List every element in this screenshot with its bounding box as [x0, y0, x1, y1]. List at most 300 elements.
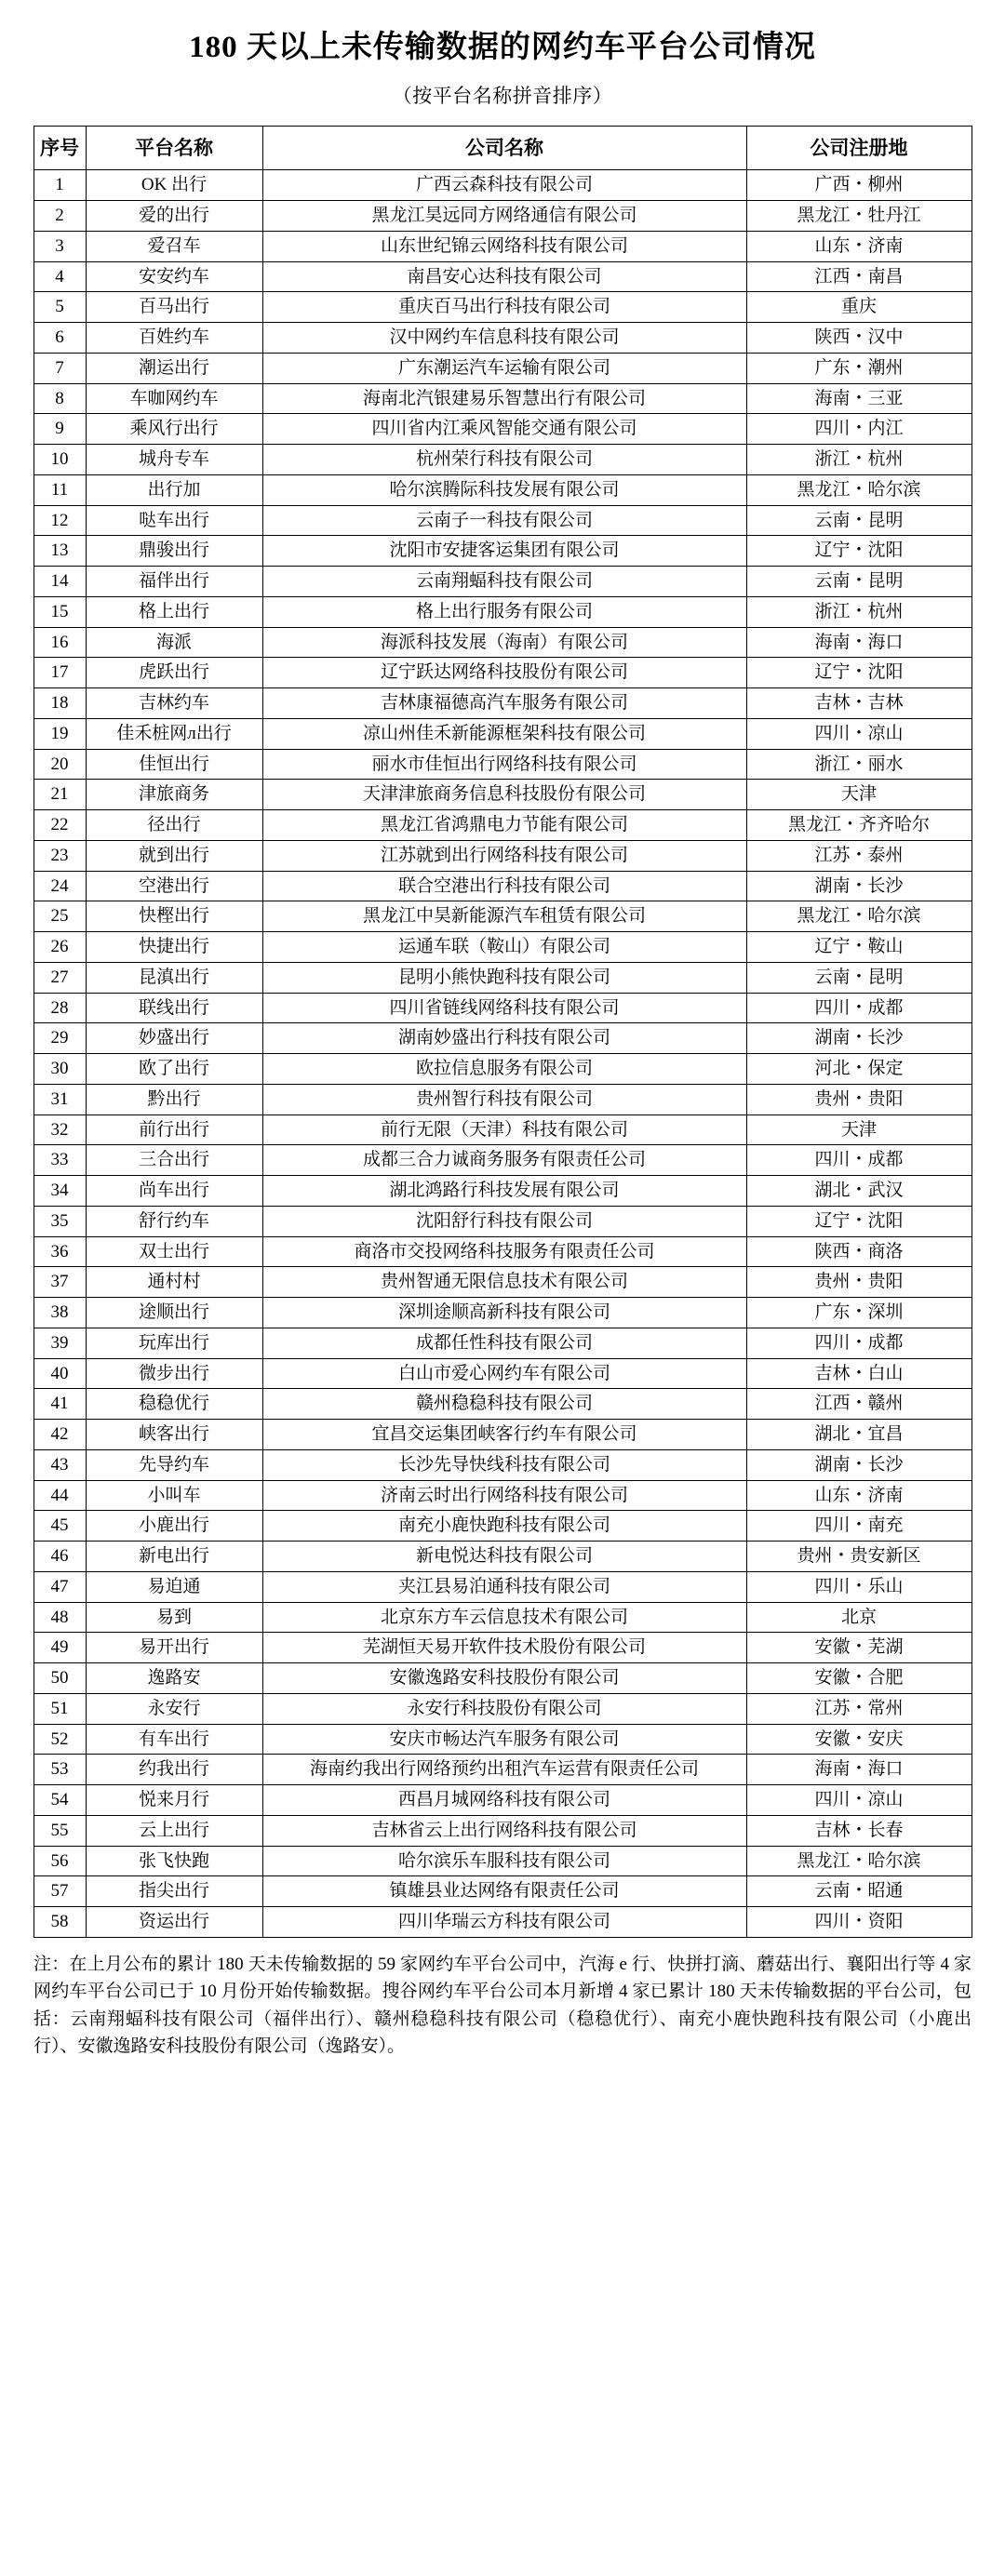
row-index: 24 — [34, 871, 86, 901]
row-registration-place: 海南・海口 — [746, 1755, 972, 1785]
row-platform-name: 妙盛出行 — [86, 1023, 262, 1054]
row-company-name: 联合空港出行科技有限公司 — [262, 871, 746, 901]
row-registration-place: 浙江・杭州 — [746, 445, 972, 475]
row-platform-name: 百姓约车 — [86, 323, 262, 354]
row-registration-place: 海南・三亚 — [746, 383, 972, 414]
row-platform-name: 约我出行 — [86, 1755, 262, 1785]
row-company-name: 沈阳舒行科技有限公司 — [262, 1206, 746, 1236]
row-registration-place: 黑龙江・牡丹江 — [746, 201, 972, 232]
table-row — [34, 414, 972, 445]
row-index: 1 — [34, 170, 86, 201]
table-row — [34, 1511, 972, 1542]
row-company-name: 赣州稳稳科技有限公司 — [262, 1389, 746, 1420]
row-index: 11 — [34, 474, 86, 505]
row-platform-name: 逸路安 — [86, 1663, 262, 1694]
table-row — [34, 1023, 972, 1054]
row-company-name: 海南北汽银建易乐智慧出行有限公司 — [262, 383, 746, 414]
row-registration-place: 四川・内江 — [746, 414, 972, 445]
row-platform-name: 潮运出行 — [86, 353, 262, 383]
row-company-name: 安徽逸路安科技股份有限公司 — [262, 1663, 746, 1694]
row-registration-place: 广东・深圳 — [746, 1298, 972, 1328]
row-platform-name: 安安约车 — [86, 261, 262, 292]
table-row — [34, 688, 972, 719]
table-row — [34, 261, 972, 292]
row-index: 29 — [34, 1023, 86, 1054]
row-company-name: 吉林省云上出行网络科技有限公司 — [262, 1815, 746, 1846]
row-registration-place: 黑龙江・哈尔滨 — [746, 1846, 972, 1876]
row-platform-name: 张飞快跑 — [86, 1846, 262, 1876]
row-platform-name: 车咖网约车 — [86, 383, 262, 414]
table-row — [34, 1907, 972, 1938]
row-platform-name: 稳稳优行 — [86, 1389, 262, 1420]
page-subtitle: （按平台名称拼音排序） — [392, 85, 613, 107]
row-index: 25 — [34, 901, 86, 932]
table-row — [34, 1328, 972, 1358]
row-index: 7 — [34, 353, 86, 383]
column-header-index: 序号 — [34, 127, 86, 170]
row-platform-name: 小叫车 — [86, 1480, 262, 1511]
row-registration-place: 云南・昆明 — [746, 962, 972, 993]
table-row — [34, 323, 972, 354]
column-header-company-name: 公司名称 — [262, 127, 746, 170]
row-registration-place: 湖北・宜昌 — [746, 1420, 972, 1450]
table-row — [34, 962, 972, 993]
row-registration-place: 河北・保定 — [746, 1054, 972, 1085]
row-platform-name: 快樫出行 — [86, 901, 262, 932]
row-registration-place: 安徽・芜湖 — [746, 1633, 972, 1663]
row-index: 6 — [34, 323, 86, 354]
row-company-name: 江苏就到出行网络科技有限公司 — [262, 840, 746, 871]
row-registration-place: 江西・赣州 — [746, 1389, 972, 1420]
row-index: 39 — [34, 1328, 86, 1358]
table-row — [34, 780, 972, 810]
table-row — [34, 901, 972, 932]
row-index: 2 — [34, 201, 86, 232]
row-company-name: 贵州智通无限信息技术有限公司 — [262, 1267, 746, 1298]
row-company-name: 欧拉信息服务有限公司 — [262, 1054, 746, 1085]
row-registration-place: 浙江・丽水 — [746, 749, 972, 780]
row-company-name: 西昌月城网络科技有限公司 — [262, 1785, 746, 1816]
row-index: 51 — [34, 1693, 86, 1724]
row-platform-name: 舒行约车 — [86, 1206, 262, 1236]
row-registration-place: 山东・济南 — [746, 231, 972, 261]
row-registration-place: 江苏・泰州 — [746, 840, 972, 871]
row-platform-name: 尚车出行 — [86, 1176, 262, 1207]
platform-table — [34, 126, 972, 1938]
row-company-name: 济南云时出行网络科技有限公司 — [262, 1480, 746, 1511]
row-platform-name: 海派 — [86, 627, 262, 658]
row-company-name: 汉中网约车信息科技有限公司 — [262, 323, 746, 354]
row-registration-place: 江苏・常州 — [746, 1693, 972, 1724]
table-row — [34, 1785, 972, 1816]
table-row — [34, 1876, 972, 1907]
row-registration-place: 贵州・贵阳 — [746, 1267, 972, 1298]
row-platform-name: 联线出行 — [86, 993, 262, 1023]
row-index: 55 — [34, 1815, 86, 1846]
row-platform-name: 易开出行 — [86, 1633, 262, 1663]
row-platform-name: 微步出行 — [86, 1358, 262, 1389]
row-registration-place: 浙江・杭州 — [746, 596, 972, 627]
row-company-name: 格上出行服务有限公司 — [262, 596, 746, 627]
row-company-name: 商洛市交投网络科技服务有限责任公司 — [262, 1236, 746, 1267]
row-company-name: 沈阳市安捷客运集团有限公司 — [262, 536, 746, 567]
row-registration-place: 四川・南充 — [746, 1511, 972, 1542]
row-company-name: 成都任性科技有限公司 — [262, 1328, 746, 1358]
row-index: 9 — [34, 414, 86, 445]
row-company-name: 黑龙江省鸿鼎电力节能有限公司 — [262, 810, 746, 841]
table-row — [34, 1602, 972, 1633]
row-registration-place: 湖南・长沙 — [746, 1449, 972, 1480]
row-company-name: 长沙先导快线科技有限公司 — [262, 1449, 746, 1480]
row-index: 43 — [34, 1449, 86, 1480]
row-company-name: 黑龙江中昊新能源汽车租赁有限公司 — [262, 901, 746, 932]
row-platform-name: 鼎骏出行 — [86, 536, 262, 567]
row-platform-name: 前行出行 — [86, 1114, 262, 1145]
row-registration-place: 广西・柳州 — [746, 170, 972, 201]
row-registration-place: 陕西・汉中 — [746, 323, 972, 354]
table-row — [34, 536, 972, 567]
row-platform-name: 佳恒出行 — [86, 749, 262, 780]
row-index: 22 — [34, 810, 86, 841]
row-registration-place: 山东・济南 — [746, 1480, 972, 1511]
page-title: 180 天以上未传输数据的网约车平台公司情况 — [189, 31, 816, 64]
row-company-name: 四川华瑞云方科技有限公司 — [262, 1907, 746, 1938]
row-registration-place: 天津 — [746, 780, 972, 810]
row-registration-place: 吉林・吉林 — [746, 688, 972, 719]
row-company-name: 深圳途顺高新科技有限公司 — [262, 1298, 746, 1328]
row-platform-name: 乘风行出行 — [86, 414, 262, 445]
row-company-name: 永安行科技股份有限公司 — [262, 1693, 746, 1724]
row-platform-name: 吉林约车 — [86, 688, 262, 719]
row-platform-name: 易到 — [86, 1602, 262, 1633]
row-index: 36 — [34, 1236, 86, 1267]
row-index: 47 — [34, 1571, 86, 1602]
row-company-name: 辽宁跃达网络科技股份有限公司 — [262, 658, 746, 688]
row-platform-name: 玩库出行 — [86, 1328, 262, 1358]
row-index: 48 — [34, 1602, 86, 1633]
row-platform-name: 易迫通 — [86, 1571, 262, 1602]
row-index: 14 — [34, 567, 86, 597]
row-registration-place: 四川・资阳 — [746, 1907, 972, 1938]
table-row — [34, 170, 972, 201]
table-row — [34, 658, 972, 688]
table-row — [34, 1542, 972, 1572]
table-row — [34, 1480, 972, 1511]
row-company-name: 前行无限（天津）科技有限公司 — [262, 1114, 746, 1145]
row-platform-name: 格上出行 — [86, 596, 262, 627]
row-registration-place: 云南・昆明 — [746, 567, 972, 597]
table-row — [34, 1358, 972, 1389]
row-index: 15 — [34, 596, 86, 627]
row-company-name: 云南翔蝠科技有限公司 — [262, 567, 746, 597]
row-company-name: 广西云森科技有限公司 — [262, 170, 746, 201]
table-row — [34, 1298, 972, 1328]
row-platform-name: 通村村 — [86, 1267, 262, 1298]
table-row — [34, 1236, 972, 1267]
table-row — [34, 1389, 972, 1420]
row-registration-place: 贵州・贵安新区 — [746, 1542, 972, 1572]
row-index: 8 — [34, 383, 86, 414]
row-index: 3 — [34, 231, 86, 261]
row-company-name: 贵州智行科技有限公司 — [262, 1084, 746, 1114]
table-header-row — [34, 127, 972, 170]
row-platform-name: 欧了出行 — [86, 1054, 262, 1085]
row-platform-name: 城舟专车 — [86, 445, 262, 475]
row-company-name: 凉山州佳禾新能源框架科技有限公司 — [262, 718, 746, 749]
row-index: 42 — [34, 1420, 86, 1450]
row-platform-name: 三合出行 — [86, 1145, 262, 1176]
row-company-name: 镇雄县业达网络有限责任公司 — [262, 1876, 746, 1907]
table-row — [34, 1054, 972, 1085]
row-company-name: 湖南妙盛出行科技有限公司 — [262, 1023, 746, 1054]
row-company-name: 海南约我出行网络预约出租汽车运营有限责任公司 — [262, 1755, 746, 1785]
table-row — [34, 871, 972, 901]
table-row — [34, 567, 972, 597]
row-registration-place: 重庆 — [746, 292, 972, 323]
row-company-name: 黑龙江昊远同方网络通信有限公司 — [262, 201, 746, 232]
row-platform-name: 永安行 — [86, 1693, 262, 1724]
row-company-name: 北京东方车云信息技术有限公司 — [262, 1602, 746, 1633]
row-index: 40 — [34, 1358, 86, 1389]
row-index: 56 — [34, 1846, 86, 1876]
row-company-name: 成都三合力诚商务服务有限责任公司 — [262, 1145, 746, 1176]
row-index: 34 — [34, 1176, 86, 1207]
row-platform-name: 双士出行 — [86, 1236, 262, 1267]
row-platform-name: 悦来月行 — [86, 1785, 262, 1816]
row-registration-place: 吉林・白山 — [746, 1358, 972, 1389]
row-registration-place: 江西・南昌 — [746, 261, 972, 292]
table-row — [34, 383, 972, 414]
column-header-registration-place: 公司注册地 — [746, 127, 972, 170]
row-registration-place: 黑龙江・齐齐哈尔 — [746, 810, 972, 841]
row-company-name: 杭州荣行科技有限公司 — [262, 445, 746, 475]
row-company-name: 吉林康福德高汽车服务有限公司 — [262, 688, 746, 719]
row-registration-place: 辽宁・沈阳 — [746, 536, 972, 567]
row-index: 17 — [34, 658, 86, 688]
row-platform-name: 资运出行 — [86, 1907, 262, 1938]
row-registration-place: 湖北・武汉 — [746, 1176, 972, 1207]
row-index: 32 — [34, 1114, 86, 1145]
row-company-name: 云南子一科技有限公司 — [262, 505, 746, 536]
row-company-name: 夹江县易泊通科技有限公司 — [262, 1571, 746, 1602]
row-company-name: 海派科技发展（海南）有限公司 — [262, 627, 746, 658]
row-index: 33 — [34, 1145, 86, 1176]
table-row — [34, 596, 972, 627]
row-registration-place: 湖南・长沙 — [746, 871, 972, 901]
row-index: 49 — [34, 1633, 86, 1663]
row-registration-place: 吉林・长春 — [746, 1815, 972, 1846]
row-platform-name: 有车出行 — [86, 1724, 262, 1755]
row-platform-name: 峡客出行 — [86, 1420, 262, 1450]
footnote-text: 注：在上月公布的累计 180 天未传输数据的 59 家网约车平台公司中，汽海 e 行、快拼打滴、蘑菇出行、襄阳出行等 4 家网约车平台公司已于 10 月份开始传输数据。搜谷网约车平台公司本月新增 4 家已累计 180 天未传输数据的平台公司，包括：云南翔蝠科技有限公司（福伴出行）、赣州稳稳科技有限公司（稳稳优行）、南充小鹿快跑科技有限公司（小鹿出行）、安徽逸路安科技股份有限公司（逸路安）。 — [34, 1954, 972, 2057]
row-registration-place: 湖南・长沙 — [746, 1023, 972, 1054]
table-row — [34, 231, 972, 261]
row-registration-place: 四川・成都 — [746, 1145, 972, 1176]
row-registration-place: 四川・乐山 — [746, 1571, 972, 1602]
table-row — [34, 1663, 972, 1694]
row-index: 16 — [34, 627, 86, 658]
row-platform-name: 津旅商务 — [86, 780, 262, 810]
table-row — [34, 1114, 972, 1145]
table-row — [34, 1267, 972, 1298]
table-row — [34, 201, 972, 232]
table-header — [34, 127, 972, 170]
row-company-name: 南昌安心达科技有限公司 — [262, 261, 746, 292]
row-platform-name: 指尖出行 — [86, 1876, 262, 1907]
row-registration-place: 天津 — [746, 1114, 972, 1145]
table-row — [34, 474, 972, 505]
row-index: 20 — [34, 749, 86, 780]
row-platform-name: 虎跃出行 — [86, 658, 262, 688]
table-row — [34, 1633, 972, 1663]
row-company-name: 重庆百马出行科技有限公司 — [262, 292, 746, 323]
row-index: 38 — [34, 1298, 86, 1328]
row-company-name: 广东潮运汽车运输有限公司 — [262, 353, 746, 383]
row-index: 52 — [34, 1724, 86, 1755]
row-company-name: 哈尔滨腾际科技发展有限公司 — [262, 474, 746, 505]
table-row — [34, 1206, 972, 1236]
row-index: 27 — [34, 962, 86, 993]
row-registration-place: 四川・凉山 — [746, 718, 972, 749]
row-index: 44 — [34, 1480, 86, 1511]
row-platform-name: 空港出行 — [86, 871, 262, 901]
row-platform-name: 爱的出行 — [86, 201, 262, 232]
row-platform-name: 先导约车 — [86, 1449, 262, 1480]
row-index: 41 — [34, 1389, 86, 1420]
row-platform-name: 途顺出行 — [86, 1298, 262, 1328]
row-company-name: 安庆市畅达汽车服务有限公司 — [262, 1724, 746, 1755]
row-platform-name: 出行加 — [86, 474, 262, 505]
row-company-name: 湖北鸿路行科技发展有限公司 — [262, 1176, 746, 1207]
row-registration-place: 广东・潮州 — [746, 353, 972, 383]
row-platform-name: 就到出行 — [86, 840, 262, 871]
row-platform-name: 爱召车 — [86, 231, 262, 261]
row-company-name: 白山市爱心网约车有限公司 — [262, 1358, 746, 1389]
row-company-name: 山东世纪锦云网络科技有限公司 — [262, 231, 746, 261]
row-company-name: 四川省链线网络科技有限公司 — [262, 993, 746, 1023]
row-index: 46 — [34, 1542, 86, 1572]
row-platform-name: 福伴出行 — [86, 567, 262, 597]
row-registration-place: 云南・昭通 — [746, 1876, 972, 1907]
row-index: 19 — [34, 718, 86, 749]
row-registration-place: 海南・海口 — [746, 627, 972, 658]
row-index: 21 — [34, 780, 86, 810]
row-index: 23 — [34, 840, 86, 871]
row-platform-name: OK 出行 — [86, 170, 262, 201]
row-index: 4 — [34, 261, 86, 292]
row-registration-place: 辽宁・沈阳 — [746, 1206, 972, 1236]
row-registration-place: 辽宁・沈阳 — [746, 658, 972, 688]
table-row — [34, 1176, 972, 1207]
row-index: 13 — [34, 536, 86, 567]
row-platform-name: 佳禾桩网л出行 — [86, 718, 262, 749]
row-index: 50 — [34, 1663, 86, 1694]
table-row — [34, 1571, 972, 1602]
row-index: 31 — [34, 1084, 86, 1114]
row-registration-place: 贵州・贵阳 — [746, 1084, 972, 1114]
table-row — [34, 1449, 972, 1480]
table-row — [34, 1815, 972, 1846]
table-row — [34, 505, 972, 536]
row-index: 12 — [34, 505, 86, 536]
row-index: 54 — [34, 1785, 86, 1816]
row-registration-place: 黑龙江・哈尔滨 — [746, 474, 972, 505]
table-row — [34, 1693, 972, 1724]
table-row — [34, 627, 972, 658]
table-row — [34, 1846, 972, 1876]
table-row — [34, 749, 972, 780]
row-registration-place: 安徽・合肥 — [746, 1663, 972, 1694]
row-index: 57 — [34, 1876, 86, 1907]
row-index: 18 — [34, 688, 86, 719]
row-platform-name: 黔出行 — [86, 1084, 262, 1114]
table-row — [34, 1145, 972, 1176]
row-company-name: 宜昌交运集团峡客行约车有限公司 — [262, 1420, 746, 1450]
table-row — [34, 1755, 972, 1785]
row-index: 35 — [34, 1206, 86, 1236]
row-company-name: 哈尔滨乐车服科技有限公司 — [262, 1846, 746, 1876]
row-company-name: 芜湖恒天易开软件技术股份有限公司 — [262, 1633, 746, 1663]
row-index: 58 — [34, 1907, 86, 1938]
row-index: 37 — [34, 1267, 86, 1298]
row-company-name: 南充小鹿快跑科技有限公司 — [262, 1511, 746, 1542]
row-company-name: 四川省内江乘风智能交通有限公司 — [262, 414, 746, 445]
row-registration-place: 黑龙江・哈尔滨 — [746, 901, 972, 932]
row-registration-place: 四川・凉山 — [746, 1785, 972, 1816]
row-index: 10 — [34, 445, 86, 475]
table-row — [34, 1084, 972, 1114]
table-row — [34, 445, 972, 475]
row-index: 5 — [34, 292, 86, 323]
row-platform-name: 哒车出行 — [86, 505, 262, 536]
row-registration-place: 四川・成都 — [746, 993, 972, 1023]
table-row — [34, 292, 972, 323]
table-row — [34, 932, 972, 963]
row-company-name: 天津津旅商务信息科技股份有限公司 — [262, 780, 746, 810]
row-platform-name: 快捷出行 — [86, 932, 262, 963]
row-registration-place: 北京 — [746, 1602, 972, 1633]
row-company-name: 运通车联（鞍山）有限公司 — [262, 932, 746, 963]
row-platform-name: 百马出行 — [86, 292, 262, 323]
row-registration-place: 安徽・安庆 — [746, 1724, 972, 1755]
row-platform-name: 昆滇出行 — [86, 962, 262, 993]
row-company-name: 昆明小熊快跑科技有限公司 — [262, 962, 746, 993]
table-body — [34, 170, 972, 1938]
row-platform-name: 径出行 — [86, 810, 262, 841]
table-row — [34, 840, 972, 871]
table-row — [34, 810, 972, 841]
table-row — [34, 353, 972, 383]
row-index: 28 — [34, 993, 86, 1023]
row-platform-name: 新电出行 — [86, 1542, 262, 1572]
row-platform-name: 云上出行 — [86, 1815, 262, 1846]
row-registration-place: 辽宁・鞍山 — [746, 932, 972, 963]
row-platform-name: 小鹿出行 — [86, 1511, 262, 1542]
table-row — [34, 993, 972, 1023]
table-row — [34, 718, 972, 749]
row-index: 53 — [34, 1755, 86, 1785]
table-row — [34, 1420, 972, 1450]
row-company-name: 新电悦达科技有限公司 — [262, 1542, 746, 1572]
row-company-name: 丽水市佳恒出行网络科技有限公司 — [262, 749, 746, 780]
row-registration-place: 云南・昆明 — [746, 505, 972, 536]
column-header-platform-name: 平台名称 — [86, 127, 262, 170]
row-index: 26 — [34, 932, 86, 963]
footnote — [34, 1951, 972, 2061]
row-index: 30 — [34, 1054, 86, 1085]
row-registration-place: 四川・成都 — [746, 1328, 972, 1358]
row-registration-place: 陕西・商洛 — [746, 1236, 972, 1267]
